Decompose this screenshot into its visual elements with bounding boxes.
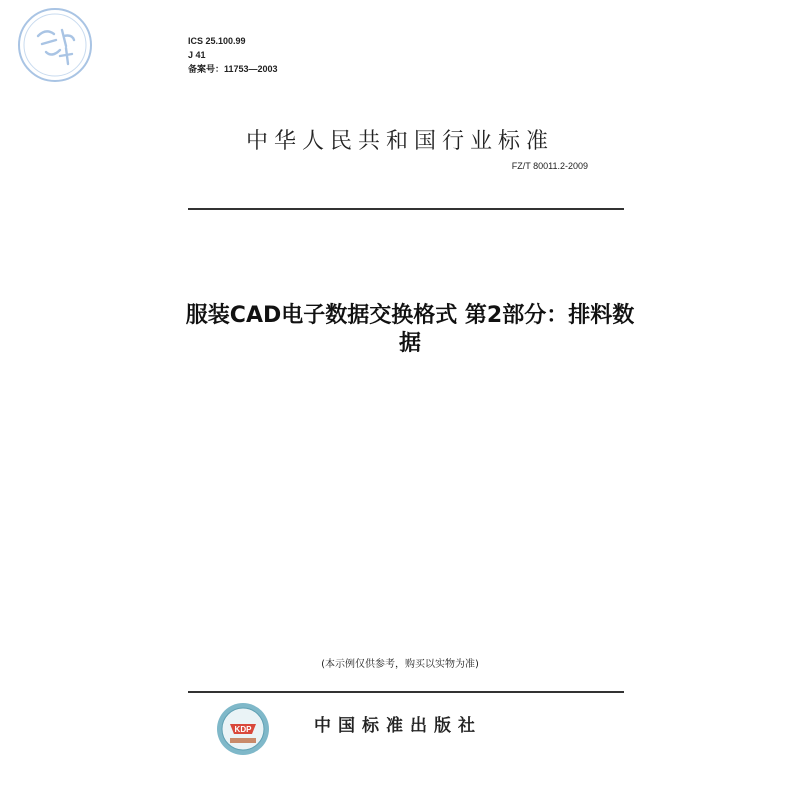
sample-notice: (本示例仅供参考，购买以实物为准) — [321, 659, 479, 670]
publisher-name: 中国标准出版社 — [314, 716, 482, 736]
bottom-divider — [188, 691, 624, 693]
classification-code: J 41 — [188, 50, 206, 60]
ics-code: ICS 25.100.99 — [188, 36, 246, 46]
document-title-line-2: 据 — [398, 331, 421, 356]
document-title-line-1: 服装CAD电子数据交换格式 第2部分：排料数 — [185, 303, 635, 328]
decorative-seal-stamp — [16, 6, 94, 84]
svg-text:KDP: KDP — [234, 725, 252, 734]
record-number: 备案号：11753—2003 — [188, 64, 278, 74]
publisher-badge-icon — [216, 702, 270, 756]
top-divider — [188, 208, 624, 210]
standard-meta-block — [188, 34, 278, 76]
standard-number: FZ/T 80011.2-2009 — [511, 161, 588, 171]
document-title — [160, 302, 660, 358]
standard-category-title: 中华人民共和国行业标准 — [245, 129, 554, 154]
